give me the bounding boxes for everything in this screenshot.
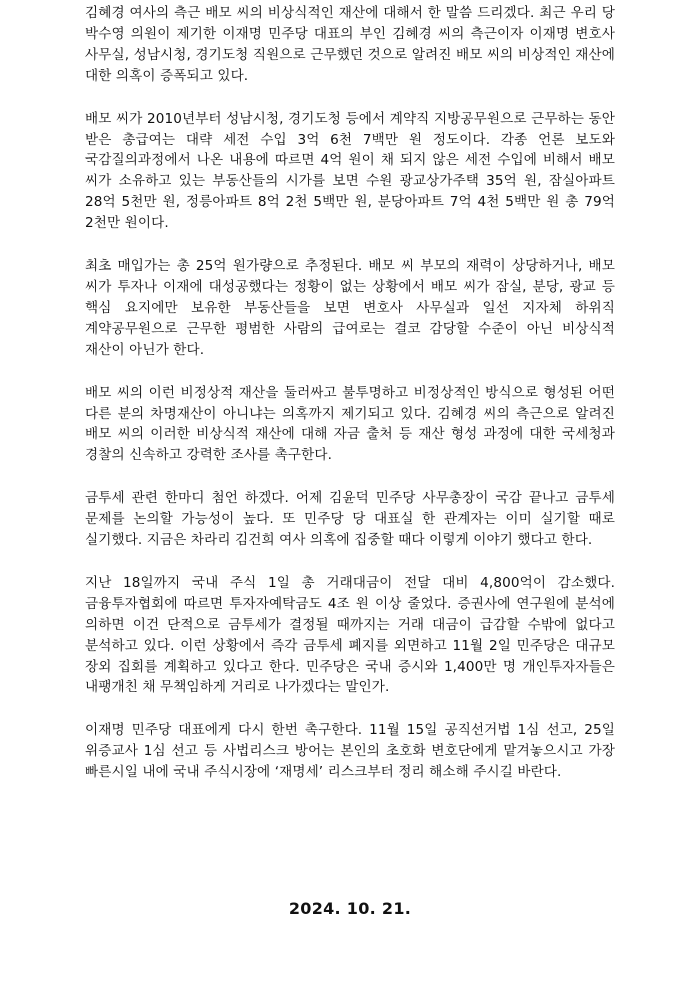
- paragraph-2: 배모 씨가 2010년부터 성남시청, 경기도청 등에서 계약직 지방공무원으로 근무하는 동안 받은 총급여는 대략 세전 수입 3억 6천 7백만 원 정도이다. 각종 언론 보도와 국감질의과정에서 나온 내용에 따르면 4억 원이 채 되지 않은 세전 수입에 비해서 배모 씨가 소유하고 있는 부동산들의 시가를 보면 수원 광교상가주택 35억 원, 잠실아파트 28억 5천만 원, 정릉아파트 8억 2천 5백만 원, 분당아파트 7억 4천 5백만 원 총 79억 2천만 원이다.: [85, 110, 615, 232]
- paragraph-5: 금투세 관련 한마디 첨언 하겠다. 어제 김윤덕 민주당 사무총장이 국감 끝나고 금투세 문제를 논의할 가능성이 높다. 또 민주당 당 대표실 한 관계자는 이미 실기할 때로 실기했다. 지금은 차라리 김건희 여사 의혹에 집중할 때다 이렇게 이야기 했다고 한다.: [85, 490, 615, 549]
- paragraph-4: 배모 씨의 이런 비정상적 재산을 둘러싸고 불투명하고 비정상적인 방식으로 형성된 어떤 다른 분의 차명재산이 아니냐는 의혹까지 제기되고 있다. 김혜경 씨의 측근으로 알려진 배모 씨의 이러한 비상식적 재산에 대해 자금 출처 등 재산 형성 과정에 대한 국세청과 경찰의 신속하고 강력한 조사를 촉구한다.: [85, 384, 615, 464]
- paragraph-3: 최초 매입가는 총 25억 원가량으로 추정된다. 배모 씨 부모의 재력이 상당하거나, 배모 씨가 투자나 이재에 대성공했다는 정황이 없는 상황에서 배모 씨가 잠실, 분당, 광교 등 핵심 요지에만 보유한 부동산들을 보면 변호사 사무실과 일선 지자체 하위직 계약공무원으로 근무한 평범한 사람의 급여로는 결코 감당할 수준이 아닌 비상식적 재산이 아닌가 한다.: [85, 258, 615, 358]
- document-body: [85, 0, 615, 783]
- paragraph-1: 김혜경 여사의 측근 배모 씨의 비상식적인 재산에 대해서 한 말씀 드리겠다. 최근 우리 당 박수영 의원이 제기한 이재명 민주당 대표의 부인 김혜경 씨의 측근이자 이재명 변호사 사무실, 성남시청, 경기도청 직원으로 근무했던 것으로 알려진 배모 씨의 비상적인 재산에 대한 의혹이 증폭되고 있다.: [85, 5, 615, 84]
- paragraph-6: 지난 18일까지 국내 주식 1일 총 거래대금이 전달 대비 4,800억이 감소했다. 금융투자협회에 따르면 투자자예탁금도 4조 원 이상 줄었다. 증권사에 연구원에 분석에 의하면 이건 단적으로 금투세가 결정될 때까지는 거래 대금이 급감할 수밖에 없다고 분석하고 있다. 이런 상황에서 즉각 금투세 폐지를 외면하고 11월 2일 민주당은 대규모 장외 집회를 계획하고 있다고 한다. 민주당은 국내 증시와 1,400만 명 개인투자자들은 내팽개친 채 무책임하게 거리로 나가겠다는 말인가.: [85, 574, 615, 696]
- paragraph-7: 이재명 민주당 대표에게 다시 한번 촉구한다. 11월 15일 공직선거법 1심 선고, 25일 위증교사 1심 선고 등 사법리스크 방어는 본인의 초호화 변호단에게 맡겨놓으시고 가장 빠른시일 내에 국내 주식시장에 ‘재명세’ 리스크부터 정리 해소해 주시길 바란다.: [85, 722, 615, 781]
- document-date: 2024. 10. 21.: [288, 899, 412, 918]
